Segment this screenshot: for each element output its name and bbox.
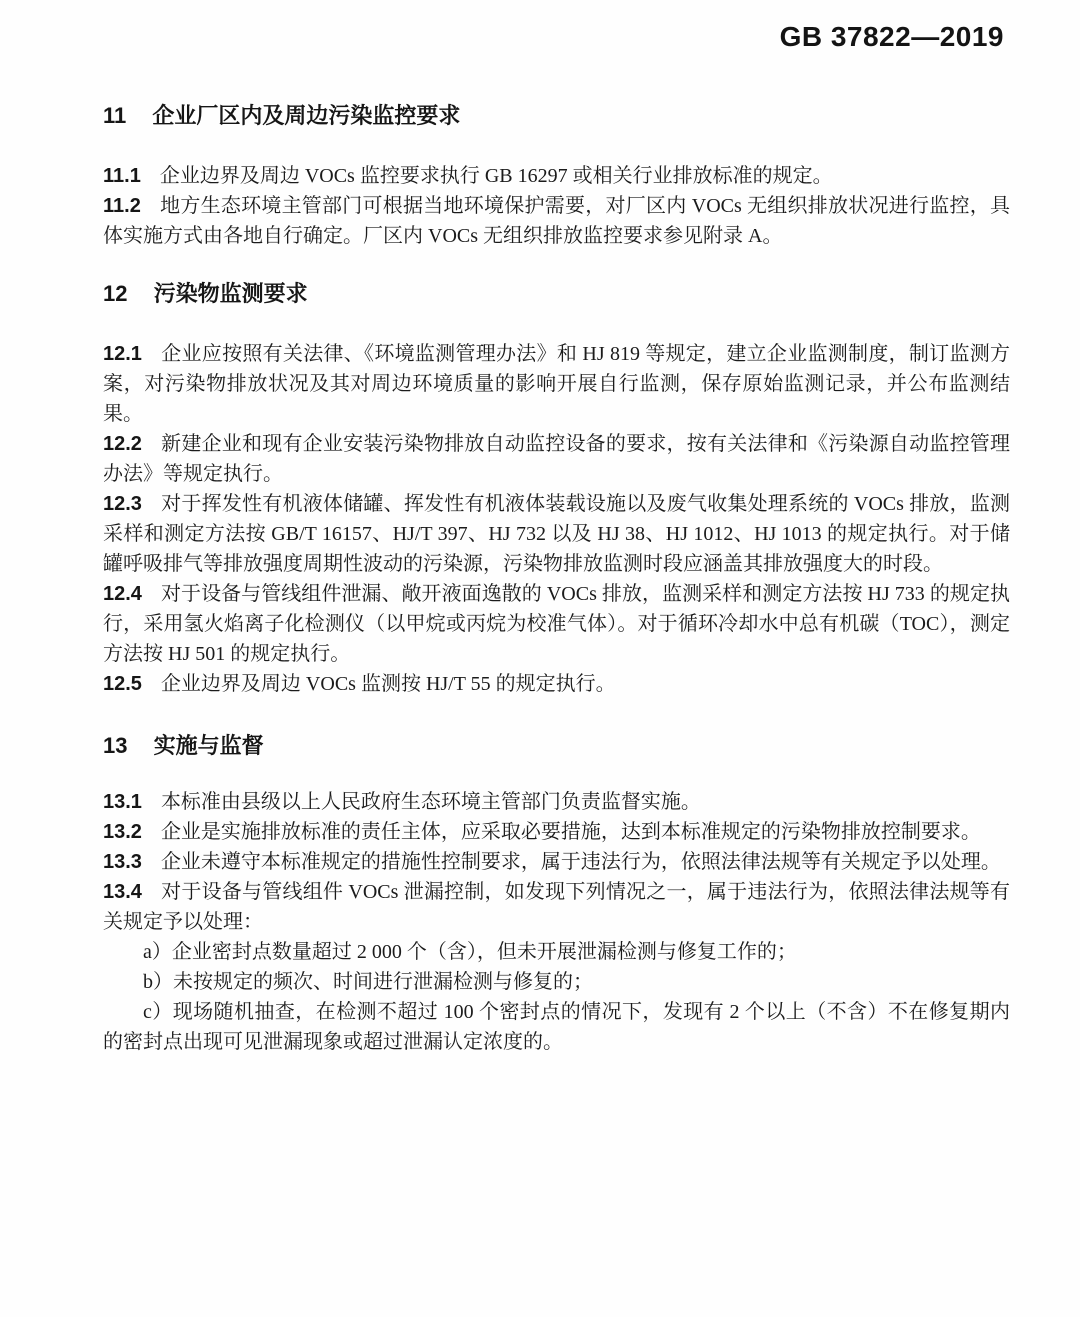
clause-12-1-number: 12.1 bbox=[103, 343, 142, 365]
clause-12-1 bbox=[103, 339, 1010, 429]
doc-number: GB 37822—2019 bbox=[779, 21, 1004, 52]
section-12-number: 12 bbox=[103, 281, 128, 306]
clause-12-3-number: 12.3 bbox=[103, 493, 142, 515]
clause-13-2 bbox=[103, 817, 1010, 847]
page-content bbox=[0, 101, 1080, 1057]
section-12-heading bbox=[103, 279, 1010, 309]
clause-11-1-text: 企业边界及周边 VOCs 监控要求执行 GB 16297 或相关行业排放标准的规定。 bbox=[159, 165, 833, 187]
clause-13-4-item-b: b）未按规定的频次、时间进行泄漏检测与修复的； bbox=[143, 971, 593, 993]
clause-12-4-number: 12.4 bbox=[103, 583, 142, 605]
clause-13-4-text: 对于设备与管线组件 VOCs 泄漏控制，如发现下列情况之一，属于违法行为，依照法律法规等有关规定予以处理： bbox=[103, 881, 1011, 933]
section-11-title: 企业厂区内及周边污染监控要求 bbox=[152, 103, 461, 128]
clause-13-3 bbox=[103, 847, 1010, 877]
clause-13-3-text: 企业未遵守本标准规定的措施性控制要求，属于违法行为，依照法律法规等有关规定予以处理。 bbox=[160, 851, 1001, 873]
clause-12-2-text: 新建企业和现有企业安装污染物排放自动监控设备的要求，按有关法律和《污染源自动监控管理办法》等规定执行。 bbox=[103, 433, 1011, 485]
clause-13-4-number: 13.4 bbox=[103, 881, 142, 903]
section-11-heading bbox=[103, 101, 1010, 131]
clause-12-3 bbox=[103, 489, 1010, 579]
clause-12-2 bbox=[103, 429, 1010, 489]
clause-11-2-text: 地方生态环境主管部门可根据当地环境保护需要，对厂区内 VOCs 无组织排放状况进行监控，具体实施方式由各地自行确定。厂区内 VOCs 无组织排放监控要求参见附录 A。 bbox=[103, 195, 1010, 247]
clause-11-2-number: 11.2 bbox=[103, 195, 141, 217]
clause-11-1 bbox=[103, 161, 1010, 191]
section-12-title: 污染物监测要求 bbox=[153, 281, 308, 306]
clause-12-2-number: 12.2 bbox=[103, 433, 142, 455]
clause-11-2 bbox=[103, 191, 1010, 251]
page-header bbox=[0, 0, 1080, 54]
section-13-title: 实施与监督 bbox=[153, 733, 264, 758]
clause-13-3-number: 13.3 bbox=[103, 851, 142, 873]
clause-13-4-item-a: a）企业密封点数量超过 2 000 个（含），但未开展泄漏检测与修复工作的； bbox=[143, 941, 797, 963]
clause-13-1-text: 本标准由县级以上人民政府生态环境主管部门负责监督实施。 bbox=[160, 791, 701, 813]
clause-13-2-text: 企业是实施排放标准的责任主体，应采取必要措施，达到本标准规定的污染物排放控制要求。 bbox=[160, 821, 981, 843]
clause-12-1-text: 企业应按照有关法律、《环境监测管理办法》和 HJ 819 等规定，建立企业监测制度，制订监测方案，对污染物排放状况及其对周边环境质量的影响开展自行监测，保存原始监测记录，并公布监测结果。 bbox=[103, 343, 1011, 425]
section-11-number: 11 bbox=[103, 103, 127, 128]
clause-12-5 bbox=[103, 669, 1010, 699]
clause-12-3-text: 对于挥发性有机液体储罐、挥发性有机液体装载设施以及废气收集处理系统的 VOCs 排放，监测采样和测定方法按 GB/T 16157、HJ/T 397、HJ 732 以及 HJ 38、HJ 1012、HJ 1013 的规定执行。对于储罐呼吸排气等排放强度周期性波动的污染源，污染物排放监测时段应涵盖其排放强度大的时段。 bbox=[103, 493, 1011, 575]
clause-11-1-number: 11.1 bbox=[103, 165, 141, 187]
section-13-number: 13 bbox=[103, 733, 128, 758]
clause-12-5-text: 企业边界及周边 VOCs 监测按 HJ/T 55 的规定执行。 bbox=[160, 673, 616, 695]
clause-12-4-text: 对于设备与管线组件泄漏、敞开液面逸散的 VOCs 排放，监测采样和测定方法按 HJ 733 的规定执行，采用氢火焰离子化检测仪（以甲烷或丙烷为校准气体）。对于循环冷却水中总有机碳（TOC），测定方法按 HJ 501 的规定执行。 bbox=[103, 583, 1010, 665]
section-13-heading bbox=[103, 731, 1010, 761]
clause-13-1 bbox=[103, 787, 1010, 817]
clause-13-4 bbox=[103, 877, 1010, 937]
clause-12-4 bbox=[103, 579, 1010, 669]
clause-13-1-number: 13.1 bbox=[103, 791, 142, 813]
clause-13-4-item-c: c）现场随机抽查，在检测不超过 100 个密封点的情况下，发现有 2 个以上（不含）不在修复期内的密封点出现可见泄漏现象或超过泄漏认定浓度的。 bbox=[103, 1001, 1010, 1053]
clause-12-5-number: 12.5 bbox=[103, 673, 142, 695]
clause-13-2-number: 13.2 bbox=[103, 821, 142, 843]
